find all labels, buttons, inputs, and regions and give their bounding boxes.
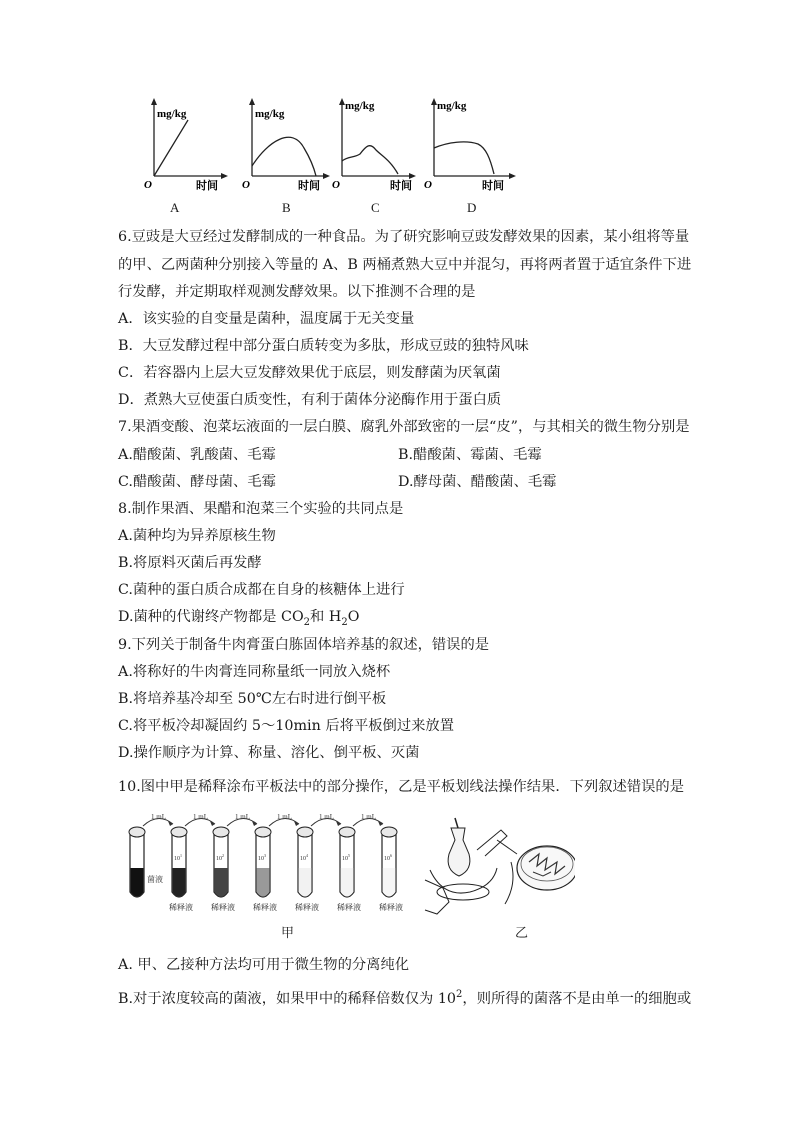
q6-stem-line2: 的甲、乙两菌种分别接入等量的 A、B 两桶煮熟大豆中并混匀，再将两者置于适宜条件下进 xyxy=(118,257,692,273)
graph-row xyxy=(140,96,520,221)
svg-text:106: $10^6$ xyxy=(384,853,392,862)
svg-text:104: $10^4$ xyxy=(300,853,308,862)
q8-option-b: B.将原料灭菌后再发酵 xyxy=(118,555,262,571)
graph-b-curve xyxy=(252,137,316,176)
q6-option-a: A．该实验的自变量是菌种，温度属于无关变量 xyxy=(118,311,415,327)
graph-a-xlabel: 时间 xyxy=(196,180,218,191)
graph-a-curve xyxy=(154,120,188,176)
q10-b-text2: ，则所得的菌落不是由单一的细胞或 xyxy=(462,990,692,1007)
q10-figure-svg xyxy=(125,810,575,940)
graph-d-label: D xyxy=(467,200,477,215)
dilution-exp-4: 4 xyxy=(306,853,308,858)
svg-text:103: $10^3$ xyxy=(258,853,266,862)
q9-option-c: C.将平板冷却凝固约 5～10min 后将平板倒过来放置 xyxy=(118,718,455,734)
q10-b-sup: 2 xyxy=(456,989,463,1000)
q9-option-b: B.将培养基冷却至 50℃左右时进行倒平板 xyxy=(118,691,387,707)
tube-label-2: 稀释液 xyxy=(169,903,193,912)
q7-option-a: A.醋酸菌、乳酸菌、毛霉 xyxy=(118,447,276,463)
transfer-label-5: 1 mL xyxy=(319,813,334,821)
transfer-label-6: 1 mL xyxy=(361,813,376,821)
q10-b-text1: B.对于浓度较高的菌液，如果甲中的稀释倍数仅为 10 xyxy=(118,990,457,1007)
graph-a-label: A xyxy=(170,200,180,215)
graph-a-svg xyxy=(140,96,230,191)
tube-label-5: 稀释液 xyxy=(295,903,319,912)
q10-figure xyxy=(125,810,575,940)
graph-c-curve xyxy=(342,146,398,174)
q9-option-a: A.将称好的牛肉膏连同称量纸一同放入烧杯 xyxy=(118,664,391,680)
q7-option-d: D.酵母菌、醋酸菌、毛霉 xyxy=(398,474,557,490)
graph-c xyxy=(330,96,420,191)
transfer-label-2: 1 mL xyxy=(193,813,208,821)
svg-text:101: $10^1$ xyxy=(174,853,182,862)
graph-b-svg xyxy=(240,96,335,191)
q6-option-b: B．大豆发酵过程中部分蛋白质转变为多肽，形成豆豉的独特风味 xyxy=(118,338,529,354)
q8-option-c: C.菌种的蛋白质合成都在自身的核糖体上进行 xyxy=(118,582,405,598)
q7-option-b: B.醋酸菌、霉菌、毛霉 xyxy=(398,447,542,463)
q10-stem: 10.图中甲是稀释涂布平板法中的部分操作，乙是平板划线法操作结果．下列叙述错误的是 xyxy=(118,779,685,795)
graph-c-ylabel: mg/kg xyxy=(345,100,375,112)
q8-stem: 8.制作果酒、果醋和泡菜三个实验的共同点是 xyxy=(118,501,404,517)
q7-stem: 7.果酒变酸、泡菜坛液面的一层白膜、腐乳外部致密的一层“皮”，与其相关的微生物分别是 xyxy=(118,419,690,435)
transfer-label-4: 1 mL xyxy=(277,813,292,821)
q7-option-c: C.醋酸菌、酵母菌、毛霉 xyxy=(118,474,276,490)
graph-a xyxy=(140,96,230,191)
tube-label-4: 稀释液 xyxy=(253,903,277,912)
transfer-label-3: 1 mL xyxy=(235,813,250,821)
q10-option-b xyxy=(118,986,691,1008)
q8-option-a: A.菌种均为异养原核生物 xyxy=(118,528,276,544)
dilution-exp-3: 3 xyxy=(264,853,266,858)
q9-stem: 9.下列关于制备牛肉膏蛋白胨固体培养基的叙述，错误的是 xyxy=(118,637,490,653)
graph-d xyxy=(424,96,520,191)
q6-stem-line1: 6.豆豉是大豆经过发酵制成的一种食品。为了研究影响豆豉发酵效果的因素，某小组将等量 xyxy=(118,229,690,245)
streak-plate xyxy=(517,846,575,890)
graph-d-ylabel: mg/kg xyxy=(437,100,467,112)
tube-label-6: 稀释液 xyxy=(337,903,361,912)
graph-a-origin: O xyxy=(144,179,152,191)
graph-a-ylabel: mg/kg xyxy=(157,108,187,120)
svg-text:102: $10^2$ xyxy=(216,853,224,862)
q8-d-text3: O xyxy=(347,609,360,625)
q6-stem-line3: 行发酵，并定期取样观测发酵效果。以下推测不合理的是 xyxy=(118,284,476,300)
graph-b xyxy=(240,96,335,191)
q8-d-sub2: 2 xyxy=(341,616,348,628)
figure-label-yi: 乙 xyxy=(515,926,529,941)
q6-option-d: D．煮熟大豆使蛋白质变性，有利于菌体分泌酶作用于蛋白质 xyxy=(118,392,502,408)
tube-label-7: 稀释液 xyxy=(379,903,403,912)
dilution-exp-6: 6 xyxy=(390,853,392,858)
graph-c-xlabel: 时间 xyxy=(390,180,412,191)
q6-option-c: C．若容器内上层大豆发酵效果优于底层，则发酵菌为厌氧菌 xyxy=(118,365,501,381)
figure-label-jia: 甲 xyxy=(281,926,295,941)
graph-c-svg xyxy=(330,96,420,191)
graph-b-label: B xyxy=(282,200,291,215)
graph-d-xlabel: 时间 xyxy=(482,180,504,191)
dilution-exp-2: 2 xyxy=(222,853,224,858)
svg-text:105: $10^5$ xyxy=(342,853,350,862)
graph-b-ylabel: mg/kg xyxy=(255,108,285,120)
q8-option-d xyxy=(118,608,359,632)
dilution-exp-5: 5 xyxy=(348,853,350,858)
graph-d-svg xyxy=(424,96,520,191)
graph-c-origin: O xyxy=(332,179,340,191)
q8-d-text2: 和 H xyxy=(310,609,342,625)
graph-b-origin: O xyxy=(242,179,250,191)
spreading-illustration xyxy=(425,818,517,914)
q9-option-d: D.操作顺序为计算、称量、溶化、倒平板、灭菌 xyxy=(118,745,420,761)
transfer-label-1: 1 mL xyxy=(151,813,166,821)
q8-d-text1: D.菌种的代谢终产物都是 CO xyxy=(118,609,304,625)
graph-b-xlabel: 时间 xyxy=(298,180,320,191)
q10-option-a: A. 甲、乙接种方法均可用于微生物的分离纯化 xyxy=(118,957,410,973)
graph-c-label: C xyxy=(371,200,380,215)
tube-label-3: 稀释液 xyxy=(211,903,235,912)
q8-d-sub1: 2 xyxy=(303,616,311,628)
tube-label-bacteria: 菌液 xyxy=(147,875,163,884)
dilution-exp-1: 1 xyxy=(180,853,182,858)
graph-d-origin: O xyxy=(424,179,432,191)
graph-d-curve xyxy=(434,142,494,174)
